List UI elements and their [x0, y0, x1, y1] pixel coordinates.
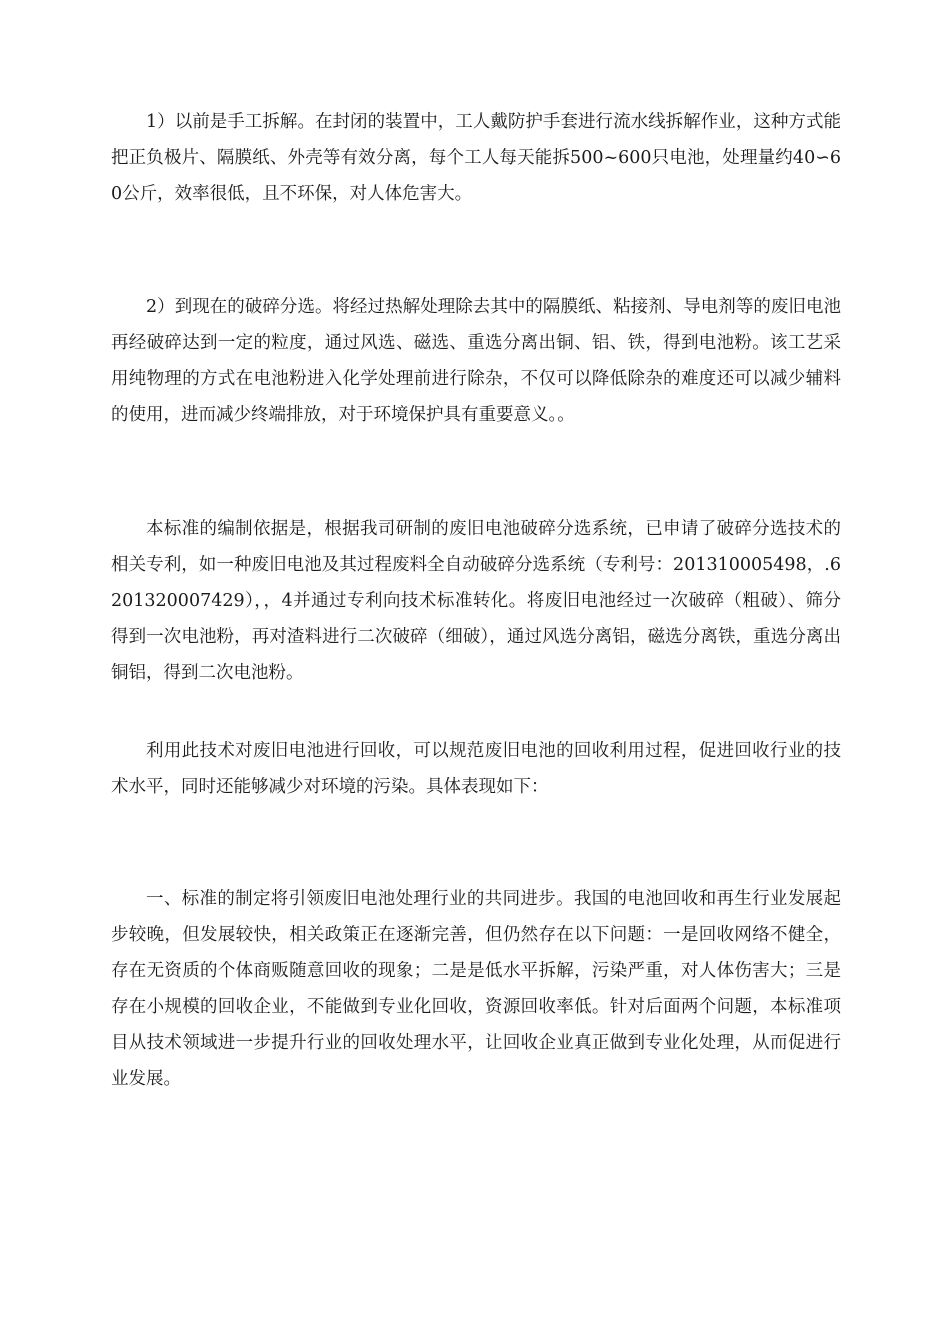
paragraph-crushing-sorting: 2）到现在的破碎分选。将经过热解处理除去其中的隔膜纸、粘接剂、导电剂等的废旧电池再经破碎达到一定的粒度，通过风选、磁选、重选分离出铜、铝、铁，得到电池粉。该工艺采用纯物理的方式在电池粉进入化学处理前进行除杂，不仅可以降低除杂的难度还可以减少辅料的使用，进而减少终端排放，对于环境保护具有重要意义。。	[111, 297, 841, 425]
paragraph-technology-benefits: 利用此技术对废旧电池进行回收，可以规范废旧电池的回收利用过程，促进回收行业的技术水平，同时还能够减少对环境的污染。具体表现如下：	[111, 741, 841, 797]
paragraph-manual-disassembly: 1）以前是手工拆解。在封闭的装置中，工人戴防护手套进行流水线拆解作业，这种方式能把正负极片、隔膜纸、外壳等有效分离，每个工人每天能拆500~600只电池，处理量约40∽60公斤，效率很低，且不环保，对人体危害大。	[111, 112, 841, 204]
paragraph-industry-progress: 一、标准的制定将引领废旧电池处理行业的共同进步。我国的电池回收和再生行业发展起步较晚，但发展较快，相关政策正在逐渐完善，但仍然存在以下问题：一是回收网络不健全，存在无资质的个体商贩随意回收的现象；二是是低水平拆解，污染严重，对人体伤害大；三是存在小规模的回收企业，不能做到专业化回收，资源回收率低。针对后面两个问题，本标准项目从技术领域进一步提升行业的回收处理水平，让回收企业真正做到专业化处理，从而促进行业发展。	[111, 889, 841, 1089]
paragraph-standard-basis: 本标准的编制依据是，根据我司研制的废旧电池破碎分选系统，已申请了破碎分选技术的相关专利，如一种废旧电池及其过程废料全自动破碎分选系统（专利号：201310005498，.6201320007429），，4并通过专利向技术标准转化。将废旧电池经过一次破碎（粗破）、筛分得到一次电池粉，再对渣料进行二次破碎（细破），通过风选分离铝，磁选分离铁，重选分离出铜铝，得到二次电池粉。	[111, 519, 841, 683]
